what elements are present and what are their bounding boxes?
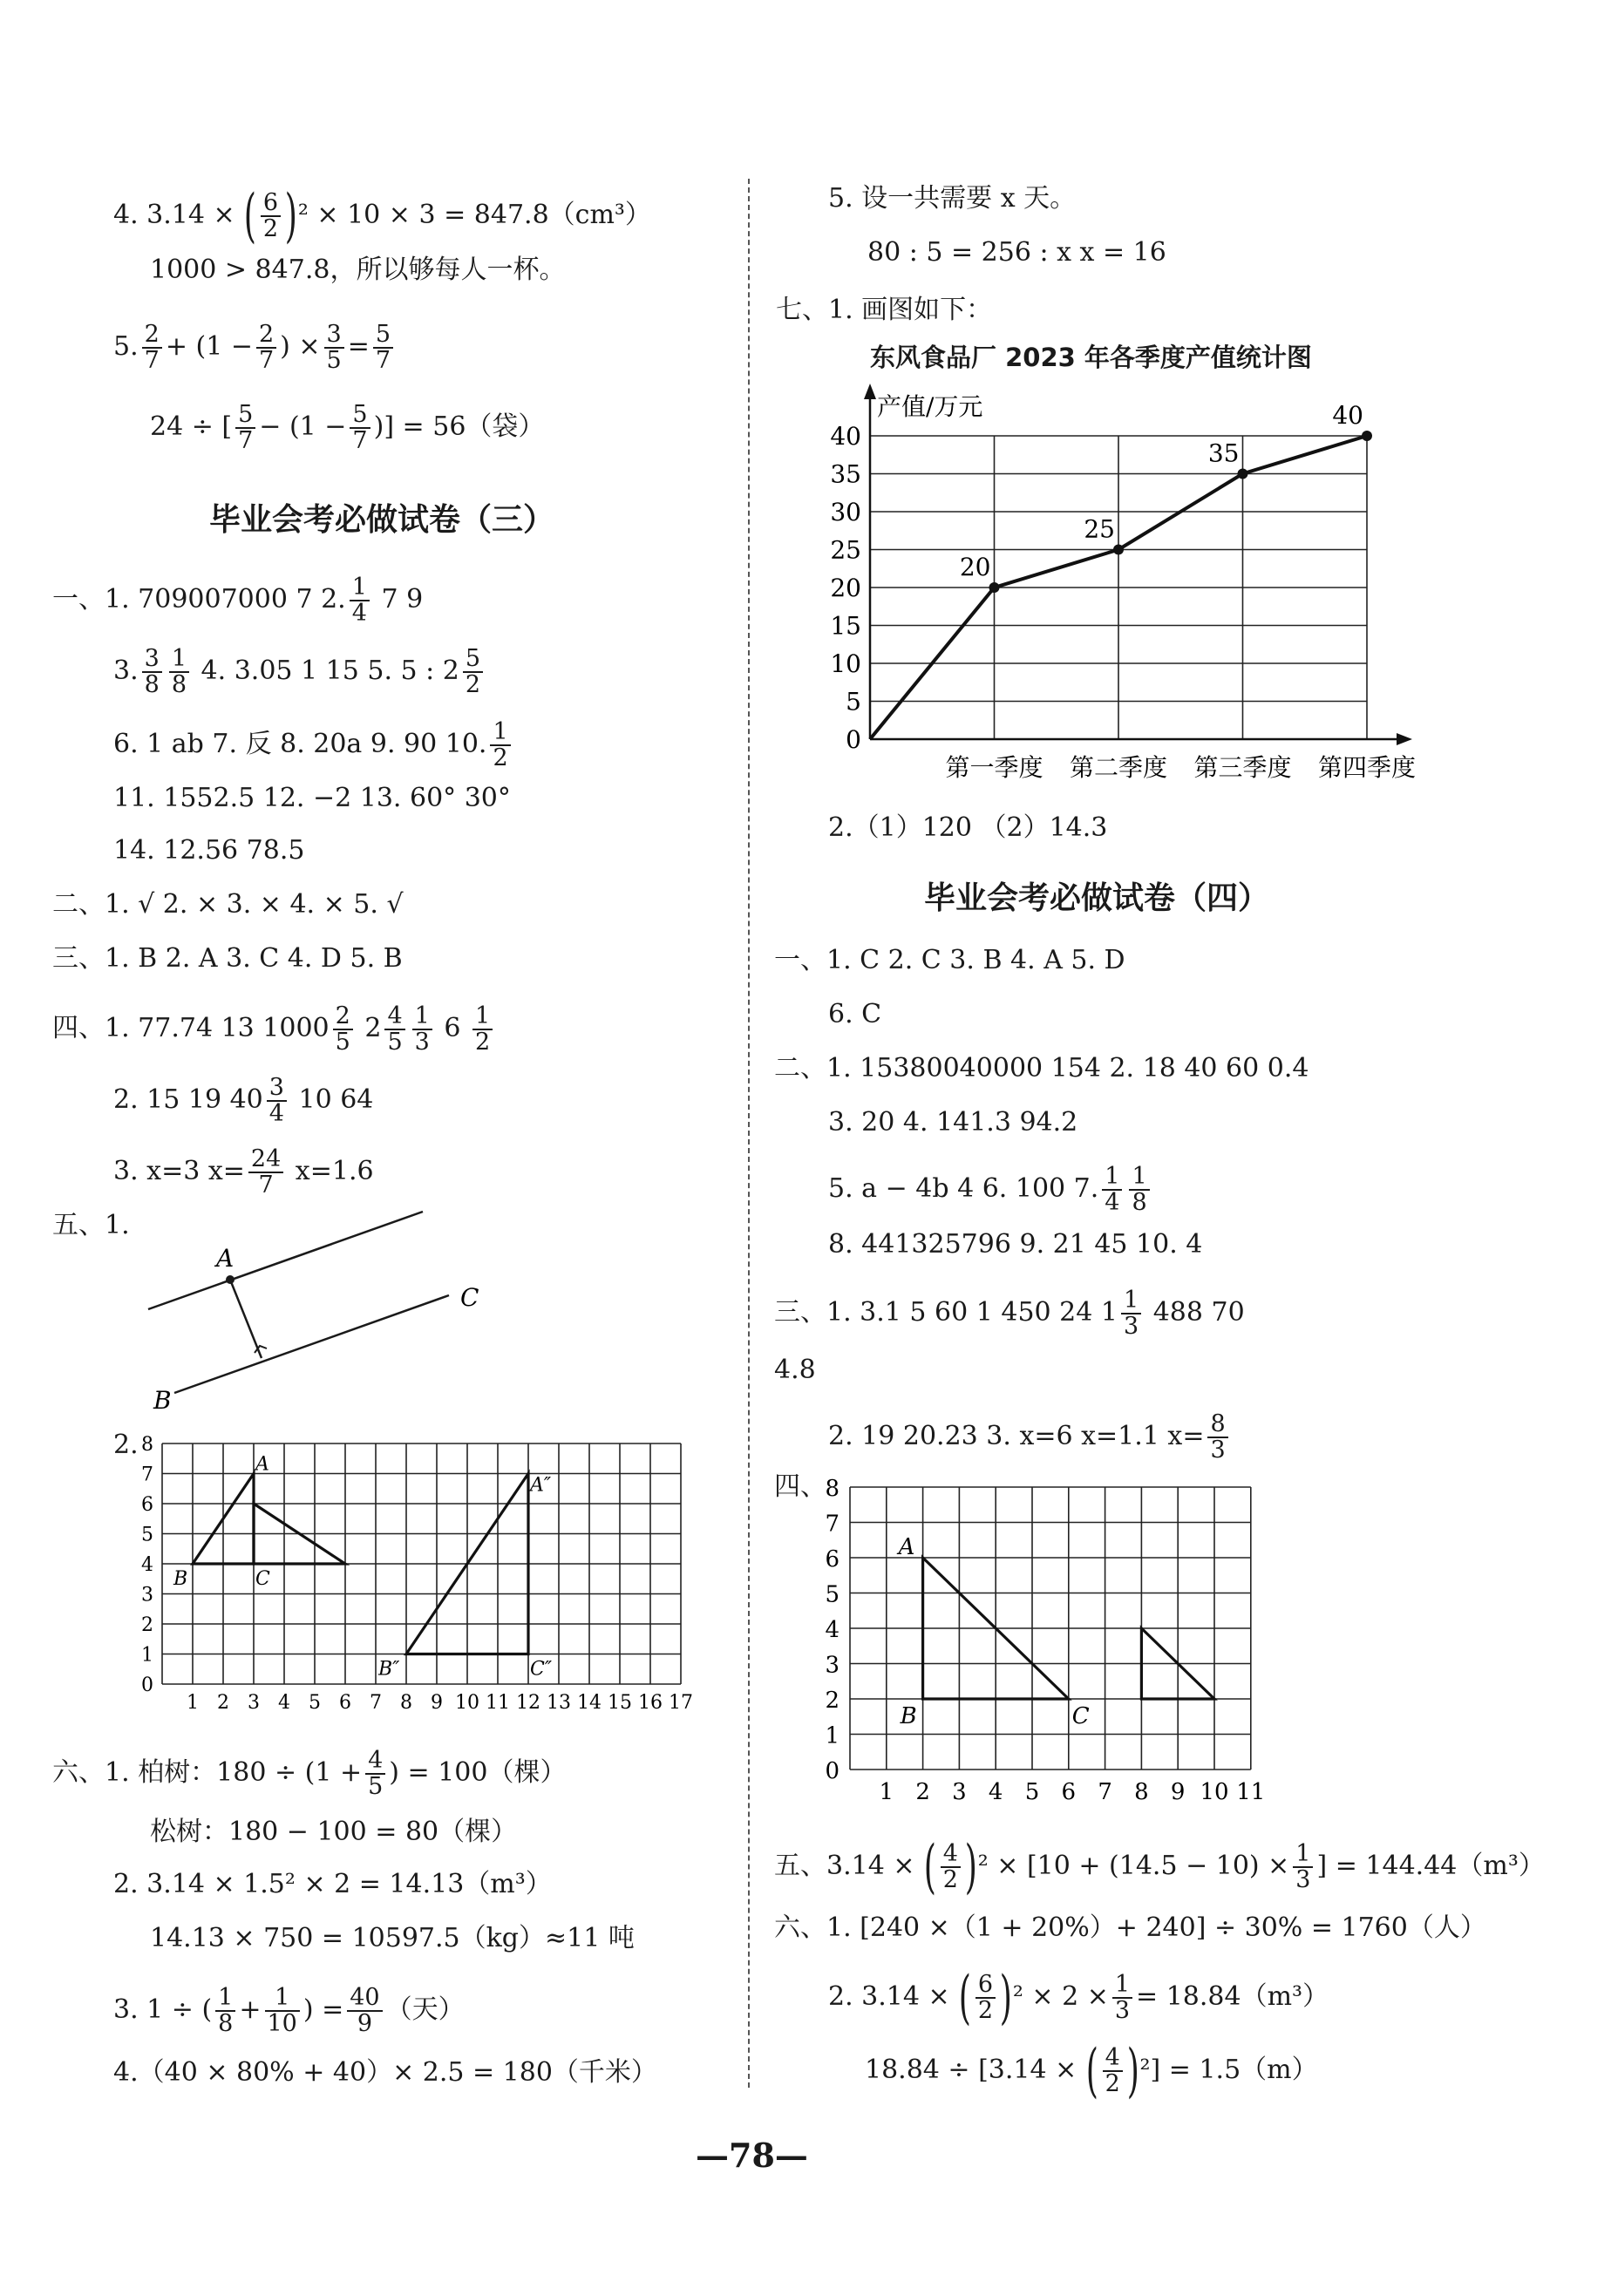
ans-t1a: 一、1. C 2. C 3. B 4. A 5. D [774, 945, 1125, 975]
ans-s4a: 四、1. 77.74 13 1000 $\frac{2}{5}$ 2 $\frac{4}{5}$ $\frac{1}{3}$ 6 $\frac{1}{2}$ [52, 1004, 496, 1055]
x-tick-label: 10 [1200, 1779, 1229, 1805]
ans-l5: 5. $\frac{2}{7}$ + (1 − $\frac{2}{7}$ ) × $\frac{3}{5}$ = $\frac{5}{7}$ [113, 323, 397, 373]
ans-s5: 五、1. [52, 1210, 130, 1240]
y-tick-label: 35 [830, 459, 861, 489]
x-tick-label: 3 [248, 1692, 260, 1714]
ans-l4b: 1000 > 847.8，所以够每人一杯。 [150, 255, 566, 285]
line-bc [174, 1295, 449, 1393]
ans-t3c: 2. 19 20.23 3. x=6 x=1.1 x= $\frac{8}{3}$ [828, 1412, 1232, 1463]
ans-s6f: 4.（40 × 80% + 40）× 2.5 = 180（千米） [113, 2057, 657, 2088]
x-tick-label: 12 [516, 1692, 540, 1714]
data-label: 20 [959, 553, 991, 581]
y-tick-label: 15 [830, 611, 861, 641]
x-tick-label: 5 [309, 1692, 321, 1714]
y-tick-label: 6 [825, 1546, 839, 1573]
x-tick-label: 9 [431, 1692, 443, 1714]
label-c: C [1071, 1703, 1090, 1729]
x-tick-label: 14 [577, 1692, 602, 1714]
ans-t2c: 5. a − 4b 4 6. 100 7. $\frac{1}{4}$ $\frac{1}{8}$ [828, 1165, 1153, 1215]
ans-s1c: 6. 1 ab 7. 反 8. 20a 9. 90 10. $\frac{1}{2}$ [113, 720, 514, 771]
y-tick-label: 5 [141, 1524, 153, 1546]
y-tick-label: 2 [825, 1688, 839, 1714]
x-tick-label: 4 [278, 1692, 290, 1714]
perpendicular-segment [230, 1280, 262, 1358]
label-b2: B″ [378, 1658, 400, 1681]
x-tick-label: 7 [370, 1692, 382, 1714]
x-tick-label: 第四季度 [1317, 753, 1417, 782]
ans-s5-2: 2. [113, 1430, 139, 1460]
grid-diagram-3 [131, 1430, 706, 1717]
ans-s6a: 六、1. 柏树：180 ÷ (1 + $\frac{4}{5}$ ) = 100（棵） [52, 1747, 567, 1800]
data-label: 35 [1207, 438, 1240, 468]
x-tick-label: 9 [1170, 1779, 1186, 1805]
y-tick-label: 25 [830, 535, 861, 565]
x-tick-label: 1 [879, 1779, 894, 1805]
ans-s2: 二、1. √ 2. × 3. × 4. × 5. √ [52, 889, 404, 920]
label-b: B [153, 1386, 172, 1415]
ans-s6c: 2. 3.14 × 1.5² × 2 = 14.13（m³） [113, 1869, 552, 1899]
line-chart [811, 375, 1438, 785]
y-tick-label: 1 [825, 1722, 839, 1749]
y-axis-arrow [864, 384, 876, 399]
x-tick-label: 2 [217, 1692, 229, 1714]
ans-t6c: 18.84 ÷ [3.14 × ( $\frac{4}{2}$ )²] = 1.5（m） [865, 2037, 1318, 2104]
y-tick-label: 3 [141, 1584, 153, 1607]
ans-t3b: 4.8 [774, 1355, 816, 1385]
x-axis-arrow [1397, 733, 1412, 745]
line-a [148, 1212, 423, 1309]
ans-r7: 七、1. 画图如下： [776, 295, 993, 325]
ans-t1b: 6. C [828, 999, 882, 1029]
y-axis-label: 产值/万元 [877, 392, 983, 421]
chart-title: 东风食品厂 2023 年各季度产值统计图 [870, 343, 1312, 372]
ans-s3: 三、1. B 2. A 3. C 4. D 5. B [52, 943, 403, 974]
x-tick-label: 11 [486, 1692, 510, 1714]
x-tick-label: 第一季度 [945, 753, 1043, 782]
y-tick-label: 20 [830, 574, 861, 602]
label-a: A [216, 1244, 235, 1273]
y-tick-label: 5 [825, 1581, 839, 1608]
x-tick-label: 7 [1098, 1779, 1112, 1805]
ans-t6b: 2. 3.14 × ( $\frac{6}{2}$ )² × 2 × $\frac{1}{3}$ = 18.84（m³） [828, 1964, 1329, 2031]
ans-s4b: 2. 15 19 40 $\frac{3}{4}$ 10 64 [113, 1074, 374, 1127]
ans-s6d: 14.13 × 750 = 10597.5（kg）≈11 吨 [150, 1923, 635, 1953]
x-tick-label: 8 [400, 1692, 412, 1714]
y-tick-label: 0 [846, 725, 861, 754]
ans-s6e: 3. 1 ÷ ( $\frac{1}{8}$ + $\frac{1}{10}$ ) = $\frac{40}{9}$ （天） [113, 1984, 465, 2037]
x-tick-label: 11 [1236, 1779, 1266, 1805]
y-tick-label: 5 [846, 687, 861, 717]
label-b: B [900, 1703, 917, 1729]
ans-r7-2: 2.（1）120 （2）14.3 [828, 812, 1108, 843]
x-tick-label: 16 [638, 1692, 663, 1714]
ans-l4: 4. 3.14 × ( $\frac{6}{2}$ )² × 10 × 3 = 847.8（cm³） [113, 182, 651, 249]
section-title-3: 毕业会考必做试卷（三） [209, 502, 555, 538]
x-tick-label: 1 [187, 1692, 199, 1714]
y-tick-label: 4 [825, 1617, 839, 1643]
ans-r5: 5. 设一共需要 x 天。 [828, 183, 1077, 214]
label-c: C [255, 1568, 270, 1590]
x-tick-label: 10 [455, 1692, 479, 1714]
perpendicular-diagram [139, 1203, 506, 1421]
y-tick-label: 7 [825, 1511, 839, 1538]
x-tick-label: 8 [1134, 1779, 1149, 1805]
label-a2: A″ [530, 1474, 552, 1497]
label-a: A [255, 1453, 269, 1476]
y-tick-label: 2 [141, 1614, 153, 1636]
y-tick-label: 0 [141, 1674, 153, 1696]
x-tick-label: 6 [1061, 1779, 1077, 1805]
x-tick-label: 3 [952, 1779, 967, 1805]
ans-s1a: 一、1. 709007000 7 2. $\frac{1}{4}$ 7 9 [52, 574, 424, 627]
ans-s4c: 3. x=3 x= $\frac{24}{7}$ x=1.6 [113, 1145, 374, 1199]
x-tick-label: 15 [608, 1692, 632, 1714]
ans-t4: 四、 [774, 1471, 826, 1502]
column-divider [748, 179, 750, 2088]
x-tick-label: 13 [547, 1692, 571, 1714]
ans-t3a: 三、1. 3.1 5 60 1 450 24 1 $\frac{1}{3}$ 488 70 [774, 1287, 1245, 1340]
ans-t6a: 六、1. [240 ×（1 + 20%）+ 240] ÷ 30% = 1760（人） [774, 1912, 1486, 1943]
ans-t5: 五、3.14 × ( $\frac{4}{2}$ )² × [10 + (14.5 − 10) × $\frac{1}{3}$ ] = 144.44（m³） [774, 1833, 1545, 1900]
y-tick-label: 30 [830, 498, 861, 526]
x-tick-label: 第三季度 [1193, 753, 1292, 782]
point-a [226, 1275, 235, 1284]
y-tick-label: 8 [825, 1476, 839, 1502]
x-tick-label: 17 [669, 1692, 693, 1714]
y-tick-label: 10 [830, 649, 861, 678]
ans-t2a: 二、1. 15380040000 154 2. 18 40 60 0.4 [774, 1053, 1309, 1083]
label-c2: C″ [530, 1658, 553, 1681]
ans-s1d: 11. 1552.5 12. −2 13. 60° 30° [113, 783, 511, 813]
y-tick-label: 4 [141, 1554, 153, 1576]
label-a: A [898, 1534, 915, 1560]
grid-diagram-4 [815, 1473, 1268, 1813]
ans-l5b: 24 ÷ [ $\frac{5}{7}$ − (1 − $\frac{5}{7}$ )] = 56（袋） [150, 401, 545, 454]
page-number: —78— [696, 2136, 808, 2175]
data-label: 25 [1084, 514, 1115, 544]
y-tick-label: 1 [141, 1644, 153, 1667]
y-tick-label: 7 [141, 1464, 153, 1486]
y-tick-label: 40 [830, 422, 861, 451]
data-point [1238, 469, 1248, 479]
data-point [1113, 545, 1124, 555]
x-tick-label: 6 [339, 1692, 351, 1714]
label-b: B [173, 1568, 188, 1590]
y-tick-label: 3 [825, 1652, 839, 1679]
ans-s6b: 松树：180 − 100 = 80（棵） [150, 1817, 518, 1847]
ans-s1e: 14. 12.56 78.5 [113, 835, 305, 866]
x-tick-label: 第二季度 [1069, 753, 1168, 782]
data-label: 40 [1332, 401, 1363, 430]
data-point [989, 582, 1000, 593]
x-tick-label: 2 [915, 1779, 930, 1805]
label-c: C [460, 1283, 479, 1312]
y-tick-label: 6 [141, 1494, 153, 1516]
x-tick-label: 5 [1024, 1779, 1040, 1805]
ans-r5b: 80 : 5 = 256 : x x = 16 [867, 237, 1166, 268]
y-tick-label: 0 [825, 1758, 839, 1784]
ans-t2b: 3. 20 4. 141.3 94.2 [828, 1107, 1078, 1138]
ans-s1b: 3. $\frac{3}{8}$ $\frac{1}{8}$ 4. 3.05 1 15 5. 5 : 2 $\frac{5}{2}$ [113, 647, 486, 697]
y-tick-label: 8 [141, 1434, 153, 1456]
data-point [1362, 431, 1372, 441]
section-title-4: 毕业会考必做试卷（四） [924, 880, 1270, 916]
x-tick-label: 4 [988, 1779, 1003, 1805]
ans-t2d: 8. 441325796 9. 21 45 10. 4 [828, 1229, 1203, 1260]
